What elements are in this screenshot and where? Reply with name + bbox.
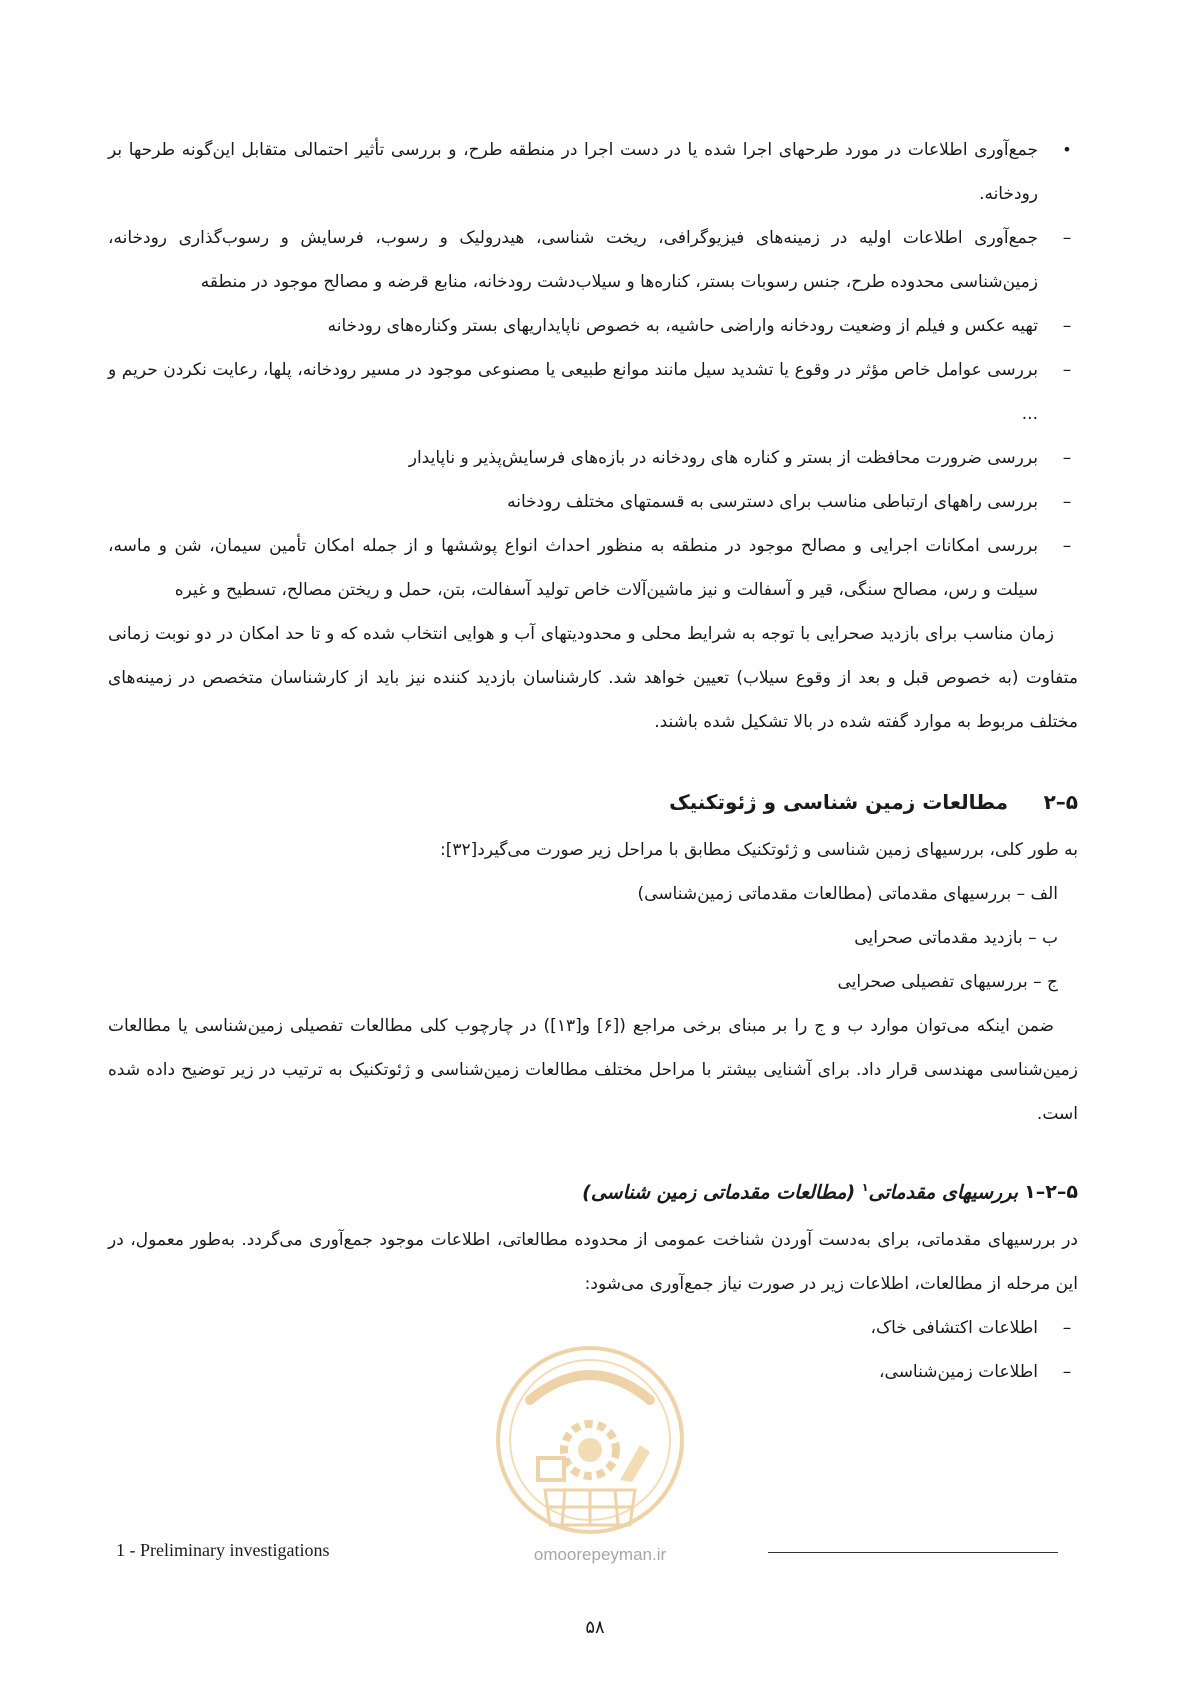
list-item-text: جمع‌آوری اطلاعات اولیه در زمینه‌های فیزیوگرافی، ریخت شناسی، هیدرولیک و رسوب، فرسایش و رسوب‌گذاری رودخانه، زمین‌شناسی محدوده طرح، جنس رسوبات بستر، کناره‌ها و سیلاب‌دشت رودخانه، منابع قرضه و مصالح موجود در منطقه bbox=[108, 228, 1038, 292]
bullet-list-top bbox=[108, 128, 1078, 612]
dash-marker: – bbox=[1062, 316, 1072, 336]
dash-marker: – bbox=[1062, 1318, 1072, 1339]
step-item: ج – بررسیهای تفصیلی صحرایی bbox=[837, 972, 1058, 992]
list-item bbox=[108, 216, 1078, 304]
step-item: ب – بازدید مقدماتی صحرایی bbox=[854, 928, 1058, 948]
list-item bbox=[108, 348, 1078, 436]
dash-marker: – bbox=[1062, 228, 1072, 248]
watermark-text: omoorepeyman.ir bbox=[533, 1545, 667, 1564]
bullet-list-bottom bbox=[108, 1306, 1078, 1394]
list-item-text: تهیه عکس و فیلم از وضعیت رودخانه واراضی حاشیه، به خصوص ناپایداریهای بستر وکناره‌های رودخانه bbox=[327, 316, 1038, 336]
subsection-paragraph: در بررسیهای مقدماتی، برای به‌دست آوردن شناخت عمومی از محدوده مطالعاتی، اطلاعات موجود جمع‌آوری می‌گردد. به‌طور معمول، در این مرحله از مطالعات، اطلاعات زیر در صورت نیاز جمع‌آوری می‌شود: bbox=[108, 1230, 1078, 1295]
dash-marker: – bbox=[1062, 448, 1072, 468]
list-item-text: جمع‌آوری اطلاعات در مورد طرحهای اجرا شده یا در دست اجرا در منطقه طرح، و بررسی تأثیر احتمالی متقابل این‌گونه طرحها بر رودخانه. bbox=[108, 140, 1038, 204]
dash-marker: – bbox=[1062, 360, 1072, 380]
bullet-marker: • bbox=[1062, 140, 1072, 159]
section-title: مطالعات زمین شناسی و ژئوتکنیک bbox=[669, 790, 1008, 814]
footnote: 1 - Preliminary investigations bbox=[116, 1540, 330, 1560]
section-number: ۵–۲ bbox=[1043, 790, 1078, 814]
list-item-text: بررسی راههای ارتباطی مناسب برای دسترسی به قسمتهای مختلف رودخانه bbox=[507, 492, 1038, 512]
list-item-text: اطلاعات اکتشافی خاک، bbox=[870, 1318, 1038, 1339]
list-item bbox=[108, 1306, 1078, 1350]
dash-marker: – bbox=[1062, 492, 1072, 512]
page-content bbox=[108, 128, 1078, 1394]
paragraph-field-visit: زمان مناسب برای بازدید صحرایی با توجه به شرایط محلی و محدودیتهای آب و هوایی انتخاب شده که و تا حد امکان در دو نوبت زمانی متفاوت (به خصوص قبل و بعد از وقوع سیلاب) تعیین خواهد شد. کارشناسان بازدید کننده نیز باید از کارشناسان متخصص در زمینه‌های مختلف مربوط به موارد گفته شده در بالا تشکیل شده باشند. bbox=[108, 624, 1078, 732]
list-item bbox=[108, 480, 1078, 524]
section-paragraph: ضمن اینکه می‌توان موارد ب و ج را بر مبنای برخی مراجع ([۶] و[۱۳]) در چارچوب کلی مطالعات تفصیلی زمین‌شناسی یا مطالعات زمین‌شناسی مهندسی قرار داد. برای آشنایی بیشتر با مراحل مختلف مطالعات زمین‌شناسی و ژئوتکنیک به ترتیب در زیر توضیح داده شده است. bbox=[108, 1016, 1078, 1124]
footnote-reference[interactable]: ۱ bbox=[861, 1181, 869, 1194]
step-item: الف – بررسیهای مقدماتی (مطالعات مقدماتی زمین‌شناسی) bbox=[637, 884, 1058, 904]
list-item-text: اطلاعات زمین‌شناسی، bbox=[879, 1362, 1038, 1383]
section-heading bbox=[108, 780, 1078, 824]
footnote-divider bbox=[768, 1552, 1058, 1553]
subsection-title: بررسیهای مقدماتی bbox=[868, 1181, 1018, 1204]
subsection-heading bbox=[108, 1166, 1078, 1214]
list-item bbox=[108, 524, 1078, 612]
dash-marker: – bbox=[1062, 1362, 1072, 1383]
steps-list bbox=[108, 872, 1078, 1004]
list-item bbox=[108, 128, 1078, 216]
list-item bbox=[108, 436, 1078, 480]
page-number: ۵۸ bbox=[585, 1617, 605, 1638]
list-item bbox=[108, 304, 1078, 348]
list-item-text: بررسی امکانات اجرایی و مصالح موجود در منطقه به منظور احداث انواع پوششها و از جمله امکان تأمین سیمان، شن و ماسه، سیلت و رس، مصالح سنگی، قیر و آسفالت و نیز ماشین‌آلات خاص تولید آسفالت، بتن، حمل و ریختن مصالح، تسطیح و غیره bbox=[108, 536, 1038, 600]
dash-marker: – bbox=[1062, 536, 1072, 556]
subsection-number: ۵–۲–۱ bbox=[1024, 1181, 1078, 1204]
section-intro: به طور کلی، بررسیهای زمین شناسی و ژئوتکنیک مطابق با مراحل زیر صورت می‌گیرد[۳۲]: bbox=[439, 840, 1078, 860]
list-item bbox=[108, 1350, 1078, 1394]
list-item-text: بررسی عوامل خاص مؤثر در وقوع یا تشدید سیل مانند موانع طبیعی یا مصنوعی موجود در مسیر رودخانه، پلها، رعایت نکردن حریم و ... bbox=[108, 360, 1038, 424]
list-item-text: بررسی ضرورت محافظت از بستر و کناره های رودخانه در بازه‌های فرسایش‌پذیر و ناپایدار bbox=[408, 448, 1038, 468]
subsection-subtitle: (مطالعات مقدماتی زمین شناسی) bbox=[582, 1181, 856, 1204]
